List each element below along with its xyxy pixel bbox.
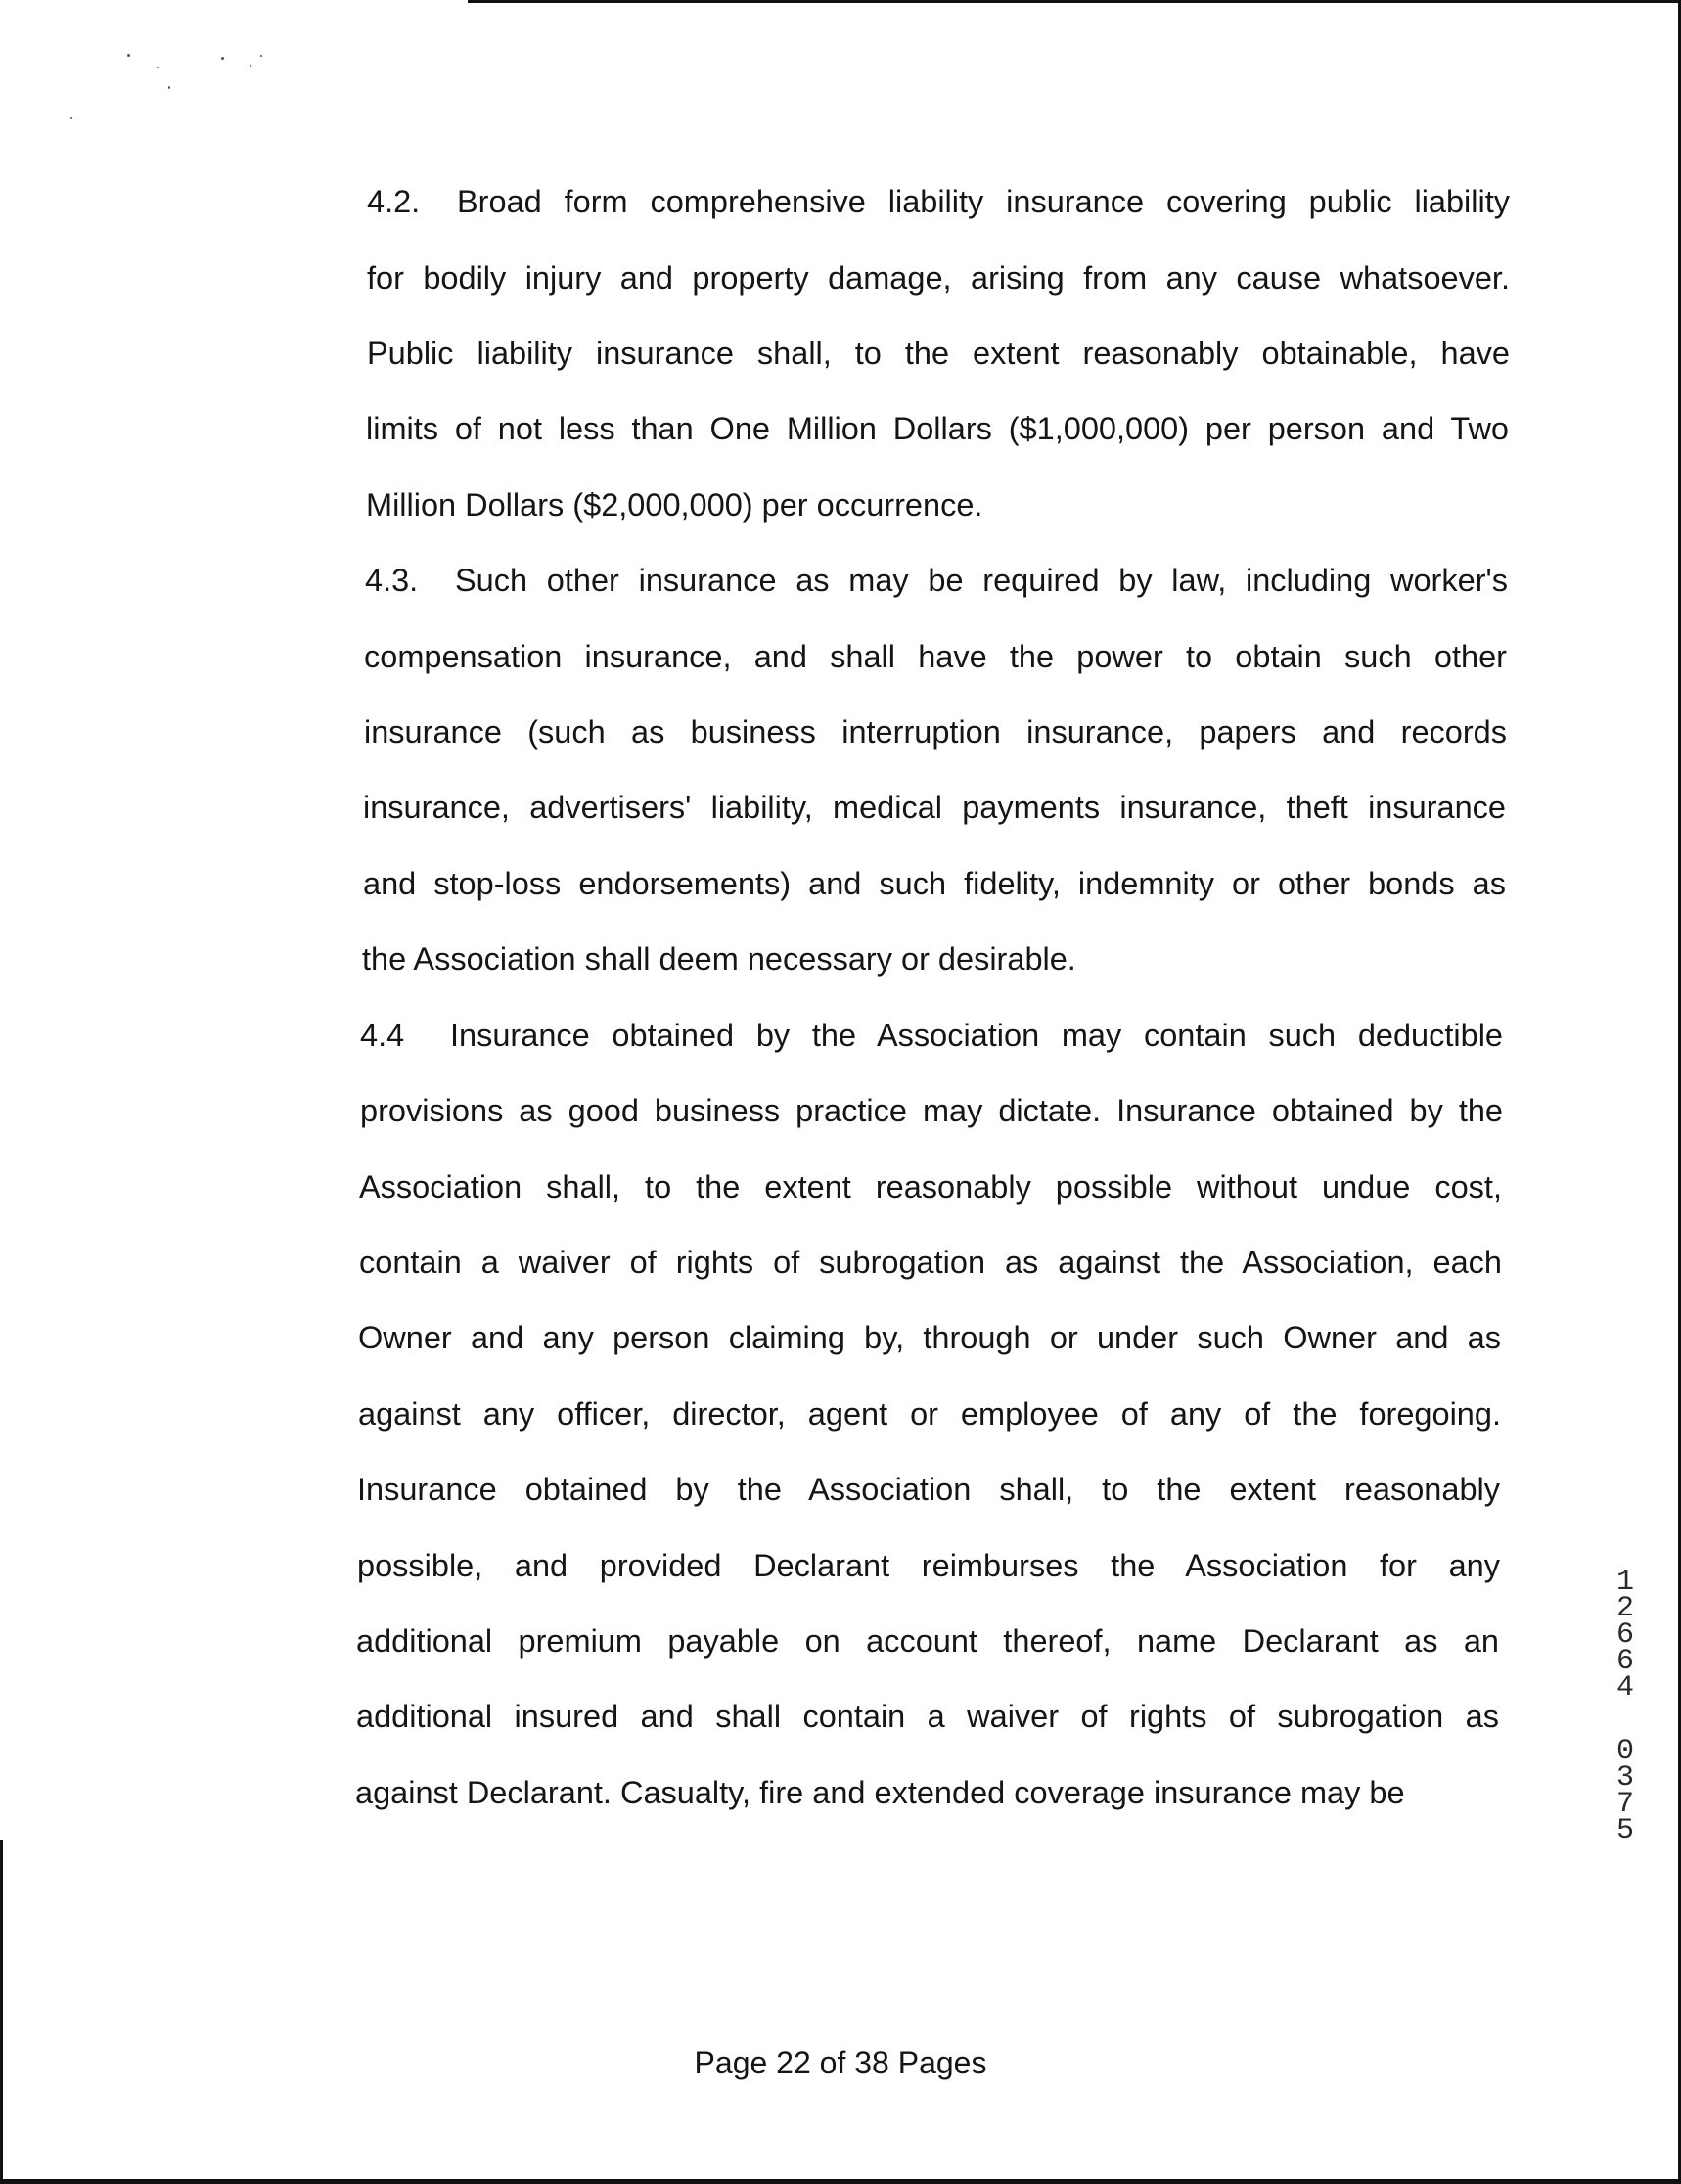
paragraph-line: Million Dollars ($2,000,000) per occurrence. [366,487,983,523]
paragraph-line: against any officer, director, agent or employee of any of the foregoing. [358,1396,1501,1432]
scan-speck [260,55,262,57]
scan-speck [127,54,130,57]
reference-digit: 6 [1615,1618,1634,1652]
reference-digit: 2 [1615,1592,1634,1625]
reference-digit: 3 [1615,1761,1634,1795]
paragraph-line: possible, and provided Declarant reimburses the Association for any [357,1548,1500,1583]
paragraph-line-text: Such other insurance as may be required by law, including worker's [455,563,1508,598]
paragraph-line-text: Broad form comprehensive liability insurance covering public liability [457,184,1510,219]
scan-border-top [468,0,1681,3]
paragraph-line: insurance, advertisers' liability, medical payments insurance, theft insurance [363,790,1506,825]
paragraph-line: limits of not less than One Million Dollars ($1,000,000) per person and Two [366,411,1509,446]
paragraph-line: Association shall, to the extent reasonably possible without undue cost, [359,1169,1502,1205]
paragraph-line: and stop-loss endorsements) and such fidelity, indemnity or other bonds as [363,866,1506,901]
paragraph-line: compensation insurance, and shall have the power to obtain such other [364,639,1507,674]
paragraph-line: contain a waiver of rights of subrogation as against the Association, each [359,1245,1502,1280]
scan-border-bottom [0,2179,1681,2184]
scan-speck [250,65,251,67]
paragraph-line: Owner and any person claiming by, through or under such Owner and as [358,1320,1501,1355]
paragraph-line-text: Insurance obtained by the Association may contain such deductible [450,1018,1503,1053]
reference-digit: 6 [1615,1645,1634,1678]
scan-speck [157,67,159,68]
paragraph-line: insurance (such as business interruption insurance, papers and records [364,714,1507,750]
reference-digit: 0 [1615,1735,1634,1768]
section-number: 4.2. [367,184,421,219]
paragraph-line: Public liability insurance shall, to the extent reasonably obtainable, have [367,336,1510,371]
paragraph-line: for bodily injury and property damage, arising from any cause whatsoever. [367,260,1510,296]
page-footer: Page 22 of 38 Pages [694,2045,987,2080]
reference-digit: 1 [1615,1566,1634,1599]
scan-speck [70,117,72,119]
paragraph-line [367,176,1510,227]
section-number: 4.3. [365,563,419,598]
paragraph-line: against Declarant. Casualty, fire and extended coverage insurance may be [355,1775,1405,1810]
paragraph-line: the Association shall deem necessary or desirable. [362,941,1076,977]
scan-border-left [0,1840,3,2184]
paragraph-line: additional premium payable on account thereof, name Declarant as an [356,1623,1499,1659]
reference-digit: 7 [1615,1788,1634,1821]
paragraph-line: additional insured and shall contain a waiver of rights of subrogation as [356,1699,1499,1734]
scan-speck [168,86,170,89]
paragraph-line: Insurance obtained by the Association shall, to the extent reasonably [357,1472,1500,1507]
reference-digit: 4 [1615,1671,1634,1705]
reference-digit: 5 [1615,1814,1634,1847]
scan-speck [221,57,224,60]
paragraph-line: provisions as good business practice may dictate. Insurance obtained by the [360,1093,1503,1128]
paragraph-line [360,1010,1503,1061]
reference-gap [1611,1702,1640,1739]
paragraph-line [365,555,1508,606]
document-reference-number [1611,1566,1640,1847]
section-number: 4.4 [360,1018,405,1053]
